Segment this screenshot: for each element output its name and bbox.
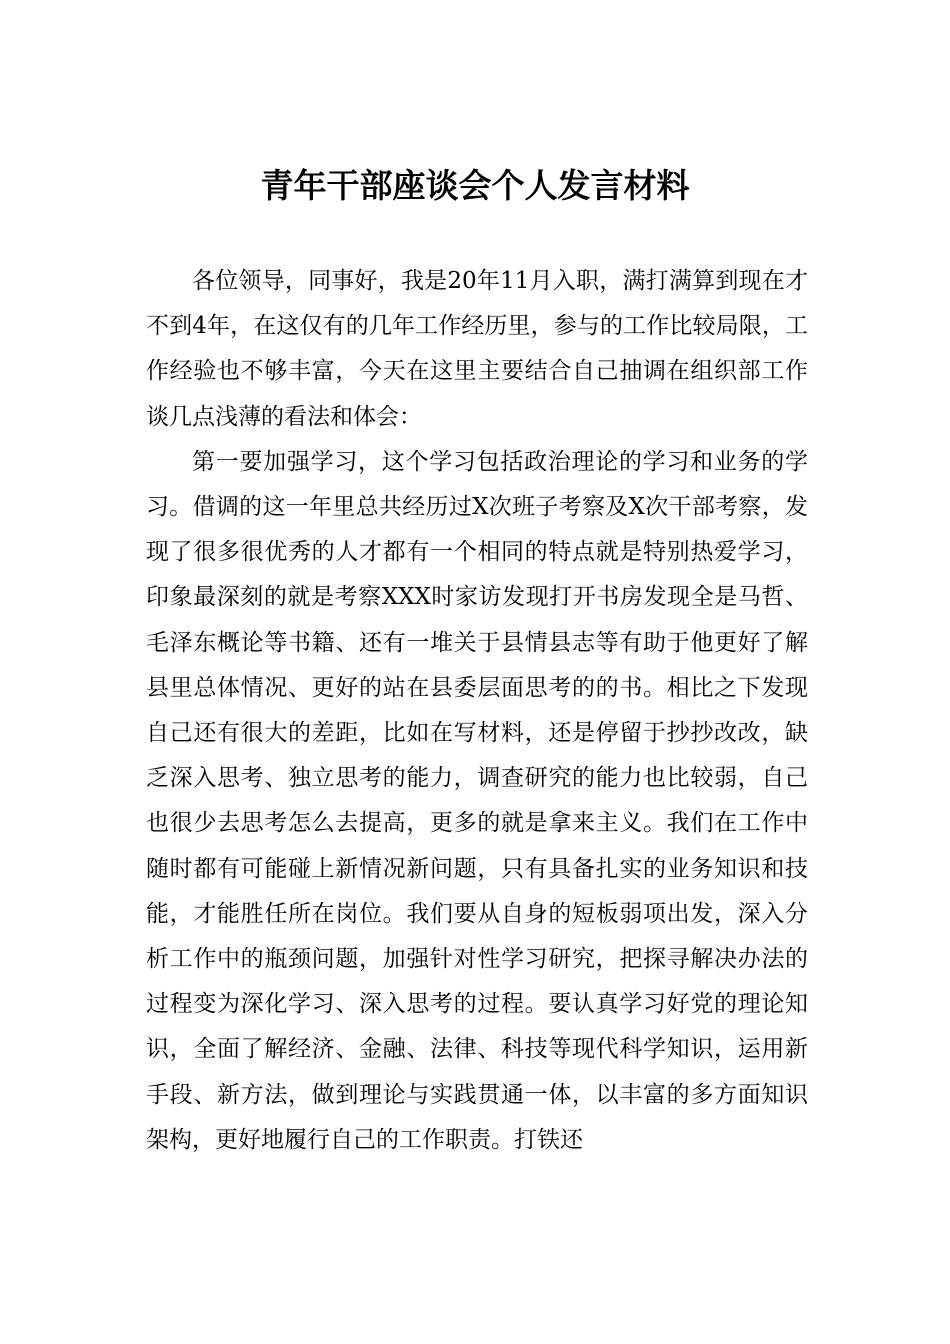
paragraph-study: 第一要加强学习，这个学习包括政治理论的学习和业务的学习。借调的这一年里总共经历过X次班子考察及X次干部考察，发现了很多很优秀的人才都有一个相同的特点就是特别热爱学习，印象最深刻的就是考察XXX时家访发现打开书房发现全是马哲、毛泽东概论等书籍、还有一堆关于县情县志等有助于他更好了解县里总体情况、更好的站在县委层面思考的的书。相比之下发现自己还有很大的差距，比如在写材料，还是停留于抄抄改改，缺乏深入思考、独立思考的能力，调查研究的能力也比较弱，自己也很少去思考怎么去提高，更多的就是拿来主义。我们在工作中随时都有可能碰上新情况新问题，只有具备扎实的业务知识和技能，才能胜任所在岗位。我们要从自身的短板弱项出发，深入分析工作中的瓶颈问题，加强针对性学习研究，把探寻解决办法的过程变为深化学习、深入思考的过程。要认真学习好党的理论知识，全面了解经济、金融、法律、科技等现代科学知识，运用新手段、新方法，做到理论与实践贯通一体，以丰富的多方面知识架构，更好地履行自己的工作职责。打铁还 — [146, 448, 808, 1153]
document-title: 青年干部座谈会个人发言材料 — [260, 166, 690, 205]
paragraph-intro: 各位领导，同事好，我是20年11月入职，满打满算到现在才不到4年，在这仅有的几年工作经历里，参与的工作比较局限，工作经验也不够丰富，今天在这里主要结合自己抽调在组织部工作谈几点浅薄的看法和体会： — [146, 268, 808, 430]
document-body — [146, 259, 808, 1163]
